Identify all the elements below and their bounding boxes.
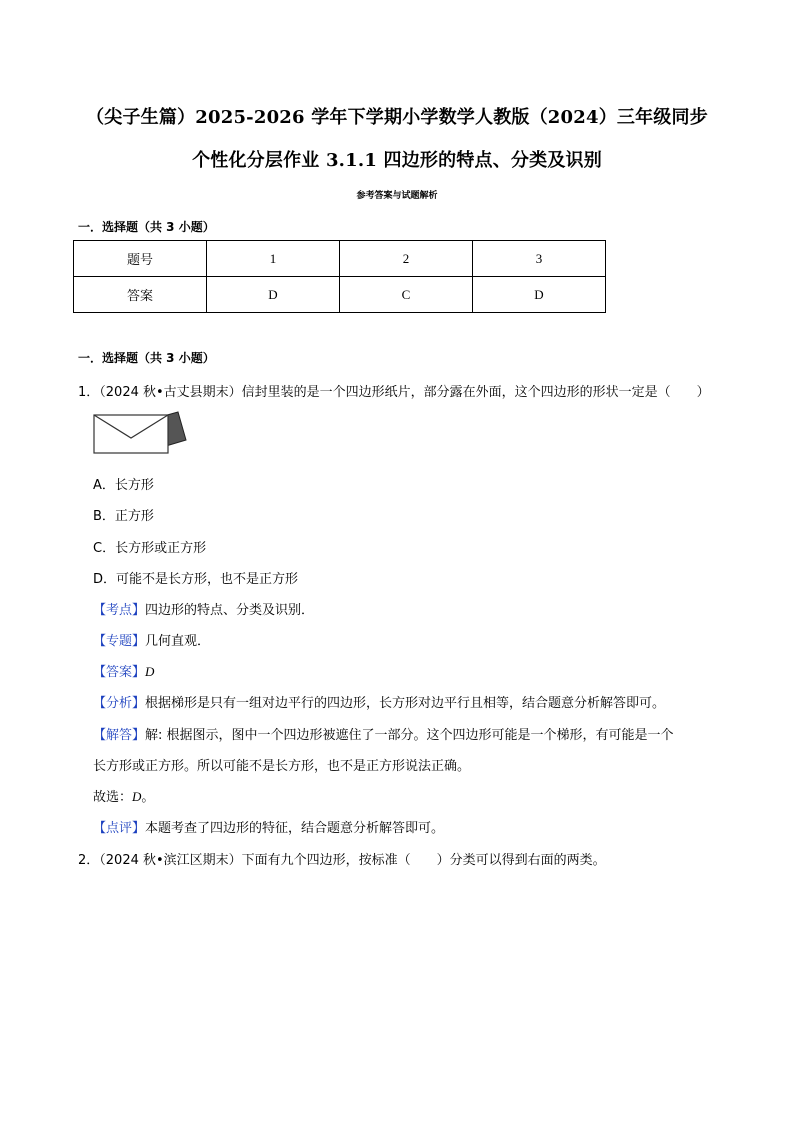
daan-text: D [145, 664, 155, 679]
jieda-text-2: 长方形或正方形。所以可能不是长方形，也不是正方形说法正确。 [93, 759, 471, 774]
guxuan-answer: D [132, 789, 142, 804]
daan-row [93, 661, 154, 680]
dianping-row [93, 817, 444, 836]
table-cell: 2 [340, 241, 473, 277]
envelope-figure [90, 410, 190, 458]
table-cell: D [473, 277, 606, 313]
fenxi-row [93, 692, 665, 711]
option-a: A．长方形 [93, 478, 154, 493]
table-row [74, 241, 606, 277]
question-1-stem: 1．（2024 秋•古丈县期末）信封里装的是一个四边形纸片，部分露在外面，这个四边形的形状一定是（ ） [78, 385, 710, 400]
option-d: D．可能不是长方形，也不是正方形 [93, 572, 299, 587]
kaodian-text: 四边形的特点、分类及识别． [145, 603, 315, 618]
page-subtitle: 参考答案与试题解析 [356, 191, 438, 201]
fenxi-tag: 【分析】 [93, 696, 146, 711]
fenxi-text: 根据梯形是只有一组对边平行的四边形，长方形对边平行且相等，结合题意分析解答即可。 [145, 696, 666, 711]
kaodian-row [93, 599, 314, 618]
option-b: B．正方形 [93, 509, 154, 524]
guxuan-prefix: 故选： [93, 790, 133, 805]
table-cell: 1 [207, 241, 340, 277]
dianping-text: 本题考查了四边形的特征，结合题意分析解答即可。 [145, 821, 445, 836]
table-cell: 3 [473, 241, 606, 277]
page-title-line1: （尖子生篇）2025-2026 学年下学期小学数学人教版（2024）三年级同步 [86, 107, 708, 128]
page-title-line2: 个性化分层作业 3.1.1 四边形的特点、分类及识别 [192, 150, 602, 171]
table-cell: 答案 [74, 277, 207, 313]
kaodian-tag: 【考点】 [93, 603, 146, 618]
table-row [74, 277, 606, 313]
jieda-tag: 【解答】 [93, 728, 146, 743]
dianping-tag: 【点评】 [93, 821, 146, 836]
table-cell: 题号 [74, 241, 207, 277]
question-2-stem: 2．（2024 秋•滨江区期末）下面有九个四边形，按标准（ ）分类可以得到右面的两类。 [78, 853, 606, 868]
jieda-row [93, 724, 674, 743]
table-cell: C [340, 277, 473, 313]
guxuan-row [93, 786, 154, 805]
zhuanti-tag: 【专题】 [93, 634, 146, 649]
option-c: C．长方形或正方形 [93, 541, 207, 556]
table-cell: D [207, 277, 340, 313]
jieda-text-1: 解: 根据图示，图中一个四边形被遮住了一部分。这个四边形可能是一个梯形，有可能是一个 [145, 728, 674, 743]
section-heading-summary: 一．选择题（共 3 小题） [78, 220, 215, 234]
answer-table [73, 240, 606, 313]
zhuanti-row [93, 630, 210, 649]
guxuan-suffix: 。 [141, 790, 155, 805]
section-heading-detail: 一．选择题（共 3 小题） [78, 351, 215, 365]
zhuanti-text: 几何直观． [145, 634, 211, 649]
daan-tag: 【答案】 [93, 665, 146, 680]
